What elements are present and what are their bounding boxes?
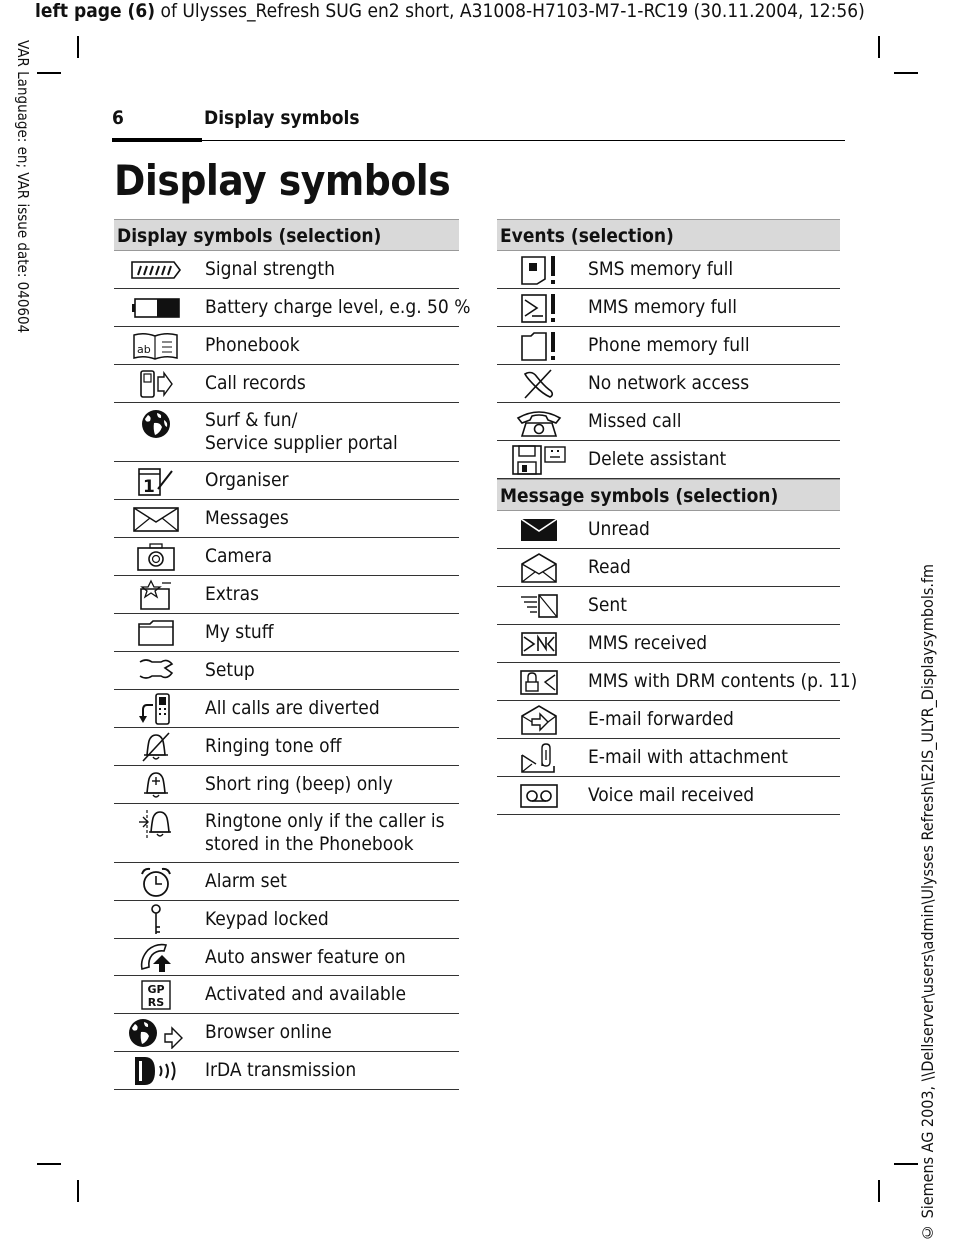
display-symbols-table xyxy=(114,219,471,1090)
mms-received-icon xyxy=(520,631,558,657)
row-label: Setup xyxy=(205,659,255,681)
crop-mark xyxy=(878,36,880,58)
bell-phonebook-icon xyxy=(137,808,175,840)
row-label: Phone memory full xyxy=(588,334,750,356)
phonebook-icon xyxy=(132,331,180,361)
header-rule xyxy=(112,140,845,141)
table-row xyxy=(497,587,840,625)
table-row xyxy=(497,403,840,441)
table-row xyxy=(114,863,459,901)
table-row xyxy=(114,690,459,728)
row-label: IrDA transmission xyxy=(205,1059,357,1081)
call-divert-icon xyxy=(139,693,173,725)
row-label: Auto answer feature on xyxy=(205,945,406,968)
row-label: Voice mail received xyxy=(588,784,755,806)
svg-text:GP: GP xyxy=(147,982,165,996)
table-row xyxy=(114,1052,459,1090)
mms-full-icon xyxy=(519,292,559,324)
row-label: SMS memory full xyxy=(588,258,734,280)
battery-icon xyxy=(131,297,181,319)
table-row xyxy=(114,289,471,327)
organiser-icon xyxy=(136,465,176,497)
table-row xyxy=(114,939,459,976)
wrench-icon xyxy=(137,656,175,686)
email-attachment-icon xyxy=(520,742,558,774)
crop-mark xyxy=(77,36,79,58)
header-rule-accent xyxy=(112,138,202,142)
folder-icon xyxy=(136,618,176,648)
row-label: Browser online xyxy=(205,1021,332,1043)
row-label: Signal strength xyxy=(205,258,335,280)
table-row xyxy=(497,701,840,739)
running-title: Display symbols xyxy=(204,107,360,129)
signal-strength-icon xyxy=(130,260,182,280)
table-row xyxy=(114,538,459,576)
document-header xyxy=(35,0,865,22)
crop-mark xyxy=(878,1180,880,1202)
side-note-left: VAR Language: en; VAR issue date: 040604 xyxy=(14,40,32,334)
table-row xyxy=(114,614,459,652)
row-label: MMS with DRM contents (p. 11) xyxy=(588,670,858,692)
browser-online-icon xyxy=(127,1017,185,1049)
row-label: Activated and available xyxy=(205,983,407,1005)
table-row xyxy=(114,462,459,500)
table-row xyxy=(114,403,459,462)
row-label: Organiser xyxy=(205,469,289,491)
table-row xyxy=(114,976,459,1014)
table-row xyxy=(114,1014,459,1052)
row-label: Phonebook xyxy=(205,334,300,356)
side-note-right: © Siemens AG 2003, \\Dellserver\users\admin\Ulysses Refresh\E2IS_ULYR_Displaysymbols.fm xyxy=(918,563,937,1242)
phone-memory-full-icon xyxy=(519,330,559,362)
row-label: Missed call xyxy=(588,410,682,432)
row-label: Alarm set xyxy=(205,870,287,892)
svg-text:RS: RS xyxy=(147,995,165,1009)
row-label: E-mail forwarded xyxy=(588,708,734,730)
row-label: Delete assistant xyxy=(588,448,727,470)
svg-text:ab: ab xyxy=(137,342,151,356)
table-row xyxy=(497,511,840,549)
table-header: Message symbols (selection) xyxy=(497,479,840,511)
row-label: Read xyxy=(588,556,631,578)
row-label: MMS received xyxy=(588,632,708,654)
table-row xyxy=(497,625,840,663)
table-row xyxy=(497,365,840,403)
table-row xyxy=(497,289,840,327)
row-label: Short ring (beep) only xyxy=(205,773,393,795)
table-row xyxy=(497,251,840,289)
row-label: Ringing tone off xyxy=(205,735,342,757)
crop-mark xyxy=(37,1163,61,1165)
row-label: Sent xyxy=(588,594,627,616)
sent-icon xyxy=(519,593,559,619)
table-row xyxy=(114,901,459,939)
sms-full-icon xyxy=(519,254,559,286)
row-label: Ringtone only if the caller is stored in the Phonebook xyxy=(205,810,445,855)
table-row xyxy=(114,576,459,614)
row-label: Call records xyxy=(205,372,306,394)
row-label: Unread xyxy=(588,518,650,540)
events-table xyxy=(497,219,858,815)
no-network-icon xyxy=(521,368,557,400)
header-bold: left page (6) xyxy=(35,0,156,22)
row-label: Surf & fun/ Service supplier portal xyxy=(205,409,398,454)
row-label: No network access xyxy=(588,372,750,394)
irda-icon xyxy=(133,1055,179,1087)
read-icon xyxy=(520,552,558,584)
crop-mark xyxy=(894,1163,918,1165)
row-label: Extras xyxy=(205,583,260,605)
crop-mark xyxy=(77,1180,79,1202)
crop-mark xyxy=(37,72,61,74)
header-rest: of Ulysses_Refresh SUG en2 short, A31008-H7103-M7-1-RC19 (30.11.2004, 12:56) xyxy=(155,0,865,22)
crop-mark xyxy=(894,72,918,74)
beep-icon xyxy=(139,769,173,801)
delete-assistant-icon xyxy=(511,444,567,476)
row-label: Camera xyxy=(205,545,273,567)
voicemail-icon xyxy=(520,784,558,808)
page-number: 6 xyxy=(112,107,124,129)
table-row xyxy=(114,327,459,365)
table-row xyxy=(114,766,459,804)
table-header: Events (selection) xyxy=(497,219,840,251)
table-row xyxy=(497,663,858,701)
envelope-icon xyxy=(132,505,180,533)
table-row xyxy=(497,327,840,365)
svg-text:1: 1 xyxy=(143,476,155,497)
table-row xyxy=(114,728,459,766)
alarm-clock-icon xyxy=(139,866,173,898)
row-label: All calls are diverted xyxy=(205,697,380,719)
row-label: Messages xyxy=(205,507,289,529)
table-header: Display symbols (selection) xyxy=(114,219,459,251)
table-row xyxy=(497,549,840,587)
table-row xyxy=(114,652,459,690)
table-row xyxy=(497,739,840,777)
table-row xyxy=(114,251,459,289)
extras-icon xyxy=(137,579,175,611)
call-records-icon xyxy=(138,369,174,399)
camera-icon xyxy=(136,542,176,572)
unread-icon xyxy=(520,518,558,542)
globe-icon xyxy=(140,408,172,440)
table-row xyxy=(114,804,459,863)
row-label: MMS memory full xyxy=(588,296,737,318)
table-row xyxy=(114,365,459,403)
row-label: Keypad locked xyxy=(205,908,329,930)
key-icon xyxy=(146,903,166,937)
missed-call-icon xyxy=(516,406,562,438)
bell-off-icon xyxy=(139,731,173,763)
row-label: My stuff xyxy=(205,621,274,643)
table-row xyxy=(497,441,840,479)
gprs-icon xyxy=(141,980,171,1010)
auto-answer-icon xyxy=(138,941,174,973)
mms-drm-icon xyxy=(519,668,559,696)
row-label: Battery charge level, e.g. 50 % xyxy=(205,296,471,318)
page-title: Display symbols xyxy=(114,156,451,205)
table-row xyxy=(114,500,459,538)
table-row xyxy=(497,777,840,815)
row-label: E-mail with attachment xyxy=(588,746,789,768)
email-forwarded-icon xyxy=(520,704,558,736)
